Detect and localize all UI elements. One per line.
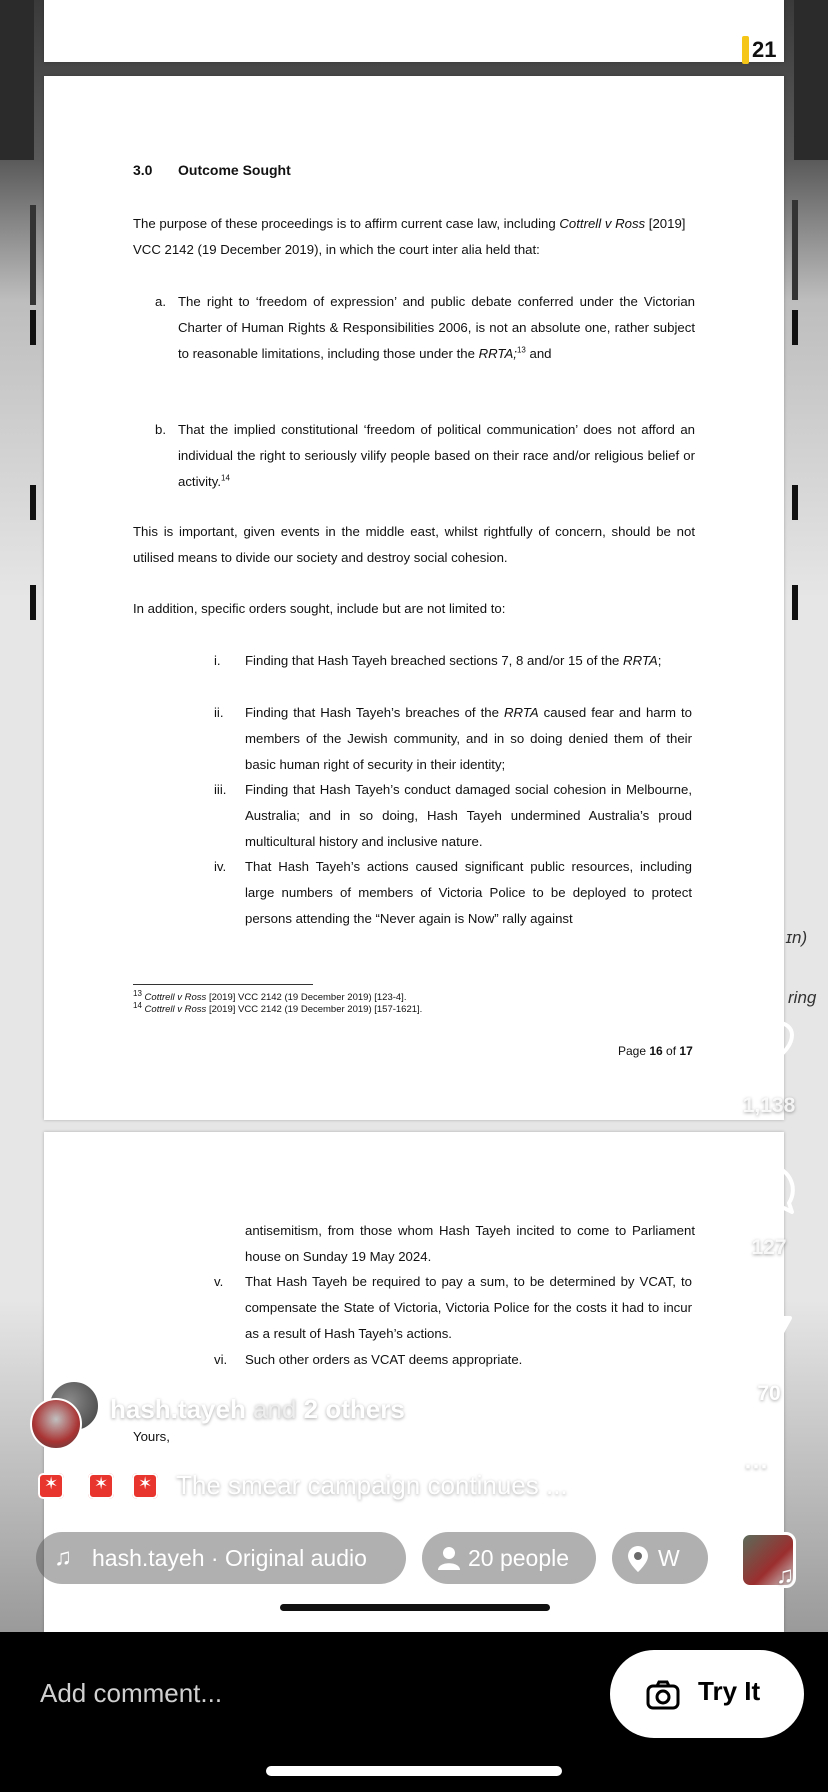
comment-count: 127 [751,1236,787,1259]
try-it-label: Try It [698,1676,761,1706]
previous-page [44,0,784,62]
section-number: 3.0 [133,162,153,178]
comment-input[interactable]: Add comment... [40,1678,223,1708]
orders-intro: In addition, specific orders sought, include but are not limited to: [133,601,506,616]
bottom-bar [0,1632,828,1792]
camera-icon [646,1680,680,1710]
location-pill[interactable] [612,1532,708,1584]
location-label: W [658,1545,680,1571]
more-options-icon[interactable]: ⋯ [744,1453,771,1480]
heart-icon [740,1020,796,1072]
side-fragment: ring [788,988,817,1007]
video-edge-mark [792,485,798,520]
video-edge-mark [30,205,36,305]
footnote-rule [133,984,313,985]
video-edge-mark [792,585,798,620]
people-count: 20 people [468,1545,570,1571]
share-count: 70 [757,1382,781,1405]
footnote-13: $^{13}$ Cottrell v Ross [2019] VCC 2142 (19 December 2019) [123-4]. [133,988,407,1003]
page-counter: 21 [752,37,777,62]
badge-emoji-icon [38,1473,64,1499]
audio-label: hash.tayeh · Original audio [92,1545,367,1571]
video-edge-mark [792,310,798,345]
collaborators-link[interactable]: 2 others [303,1394,405,1424]
section-title: Outcome Sought [178,162,291,178]
send-icon [742,1312,794,1364]
username[interactable]: hash.tayeh [110,1394,246,1424]
video-edge-mark [30,485,36,520]
person-icon [438,1546,460,1570]
order-continuation: antisemitism, from those whom Hash Tayeh incited to come to Parliament house on Sunday 19 May 2024. [245,1223,695,1264]
avatar[interactable] [30,1398,82,1450]
caption[interactable]: The smear campaign continues ... [176,1470,568,1500]
closing-line: Yours, [133,1429,170,1444]
video-edge-left [0,0,34,160]
video-edge-mark [30,585,36,620]
comment-button[interactable] [740,1162,796,1218]
page-number: Page 16 of 17 [618,1044,693,1058]
side-fragment: ɪn) [786,928,808,947]
importance-paragraph: This is important, given events in the middle east, whilst rightfully of concern, should be not utilised means to divide our society and destroy social cohesion. [133,524,695,565]
music-note-icon: ♫ [776,1562,794,1589]
home-indicator[interactable] [266,1766,562,1776]
like-count: 1,138 [742,1094,796,1117]
location-pin-icon [628,1546,648,1572]
badge-emoji-icon [88,1473,114,1499]
reel-video-frame[interactable]: 21 3.0 Outcome Sought The purpose of these proceedings is to affirm current case law, including Cottrell v Ross [2019] VCC 2142 (19 December 2019), in which the court inter alia held that: a. The right to ‘freedom of expression’ and public debate conferred under the Victorian Charter of Human Rights & Responsibilities 2006, is not an absolute one, rather subject to reasonable limitations, including those under the RRTA;$^{13}$ and b. That the implied constitutional ‘freedom of political communication’ does not afford an individual the right to seriously vilify people based on their race and/or religious belief or activity.$^{14}$ This is important, given events in the middle east, whilst rightfully of concern, should be not utilised means to divide our society and destroy social cohesion. In addition, specific orders sought, include but are not limited to: i. Finding that Hash Tayeh breached sections 7, 8 and/or 15 of the RRTA; ii. Finding that Hash Tayeh’s breaches of the RRTA caused fear and harm to members of the Jewish community, and in so doing denied them of their basic human right of security in their identity; iii. Finding that Hash Tayeh’s conduct damaged social cohesion in Melbourne, Australia; and in so doing, Hash Tayeh undermined Australia’s proud multicultural history and inclusive nature. iv. That Hash Tayeh’s actions caused significant public resources, including large numbers of members of Victoria Police to be deployed to protect persons attending the “Never again is Now” rally against $^{13}$ Cottrell v Ross [2019] VCC 2142 (19 December 2019) [123-4]. $^{14}$ Cottrell v Ross [2019] VCC 2142 (19 December 2019) [157-1621]. Page 16 of 17 antisemitism, from those whom Hash Tayeh incited to come to Parliament house on Sunday 19 May 2024. v. That Hash Tayeh be required to pay a sum, to be determined by VCAT, to compensate the State of Victoria, Victoria Police for the costs it had to incur as a result of Hash Tayeh’s actions. vi. Such other orders as VCAT deems appropriate. Yours, ɪn) ring 1,138 127 70 ⋯ ♫ hash.tayeh and 2 others ✶ ✶ ✶ The smear campaign continues ... ♫ hash.tayeh · Original audio 20 people W [0,0,828,1632]
video-progress-bar[interactable] [280,1604,550,1611]
try-it-button[interactable] [610,1650,804,1738]
video-edge-mark [30,310,36,345]
intro-paragraph: The purpose of these proceedings is to affirm current case law, including Cottrell v Ross [2019] VCC 2142 (19 December 2019), in which the court inter alia held that: [133,216,686,257]
footnote-14: $^{14}$ Cottrell v Ross [2019] VCC 2142 (19 December 2019) [157-1621]. [133,1000,423,1015]
video-edge-right [794,0,828,160]
people-tag-pill[interactable] [422,1532,596,1584]
comment-bubble-icon [740,1162,796,1218]
author-line[interactable]: hash.tayeh and 2 others [110,1394,405,1424]
video-edge-mark [792,200,798,300]
share-button[interactable] [742,1312,794,1364]
music-note-icon: ♫ [54,1544,72,1571]
like-button[interactable] [740,1020,796,1072]
badge-emoji-icon [132,1473,158,1499]
page-counter-marker [742,36,749,64]
section-heading [133,162,291,178]
audio-pill[interactable] [36,1532,406,1584]
